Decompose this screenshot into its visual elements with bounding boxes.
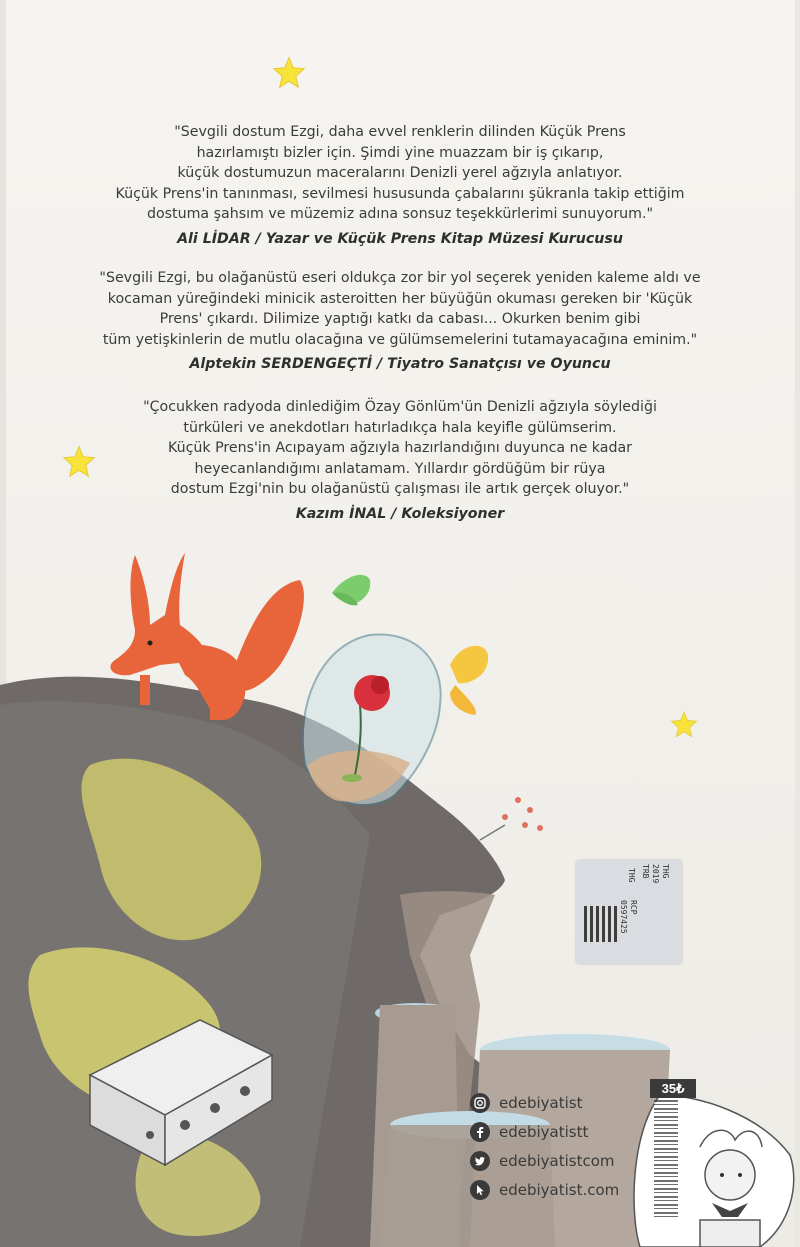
social-item-website[interactable] bbox=[470, 1177, 670, 1203]
price-tag: 35₺ bbox=[650, 1079, 696, 1098]
social-item-twitter[interactable] bbox=[470, 1148, 670, 1174]
twitter-icon bbox=[470, 1151, 490, 1171]
star-icon bbox=[272, 55, 306, 89]
facebook-icon bbox=[470, 1122, 490, 1142]
quote-text: "Sevgili dostum Ezgi, daha evvel renklerin dilinden Küçük Prens hazırlamıştı bizler için. Şimdi yine muazzam bir iş çıkarıp, küçük dostumuzun maceralarını Denizli yerel ağzıyla anlatıyor. Küçük Prens'in tanınması, sevilmesi hususunda çabalarını şükranla takip ettiğim dostuma şahsım ve müzemiz adına sonsuz teşekkürlerimi sunuyorum." bbox=[115, 124, 685, 222]
rose-glass-dome bbox=[303, 635, 441, 805]
cursor-icon bbox=[470, 1180, 490, 1200]
quote-block bbox=[40, 397, 760, 524]
sticker-text: TRB bbox=[641, 864, 650, 879]
instagram-icon bbox=[470, 1093, 490, 1113]
social-handle: edebiyatistt bbox=[499, 1123, 589, 1141]
sticker-text: THG bbox=[661, 864, 670, 879]
yellow-butterfly bbox=[450, 646, 488, 715]
small-flower bbox=[480, 797, 543, 840]
social-item-facebook[interactable] bbox=[470, 1119, 670, 1145]
sticker-text: RCP bbox=[629, 900, 638, 915]
inventory-sticker bbox=[576, 860, 682, 964]
social-handle: edebiyatist bbox=[499, 1094, 583, 1112]
quote-author: Alptekin SERDENGEÇTİ / Tiyatro Sanatçısı ve Oyuncu bbox=[189, 356, 611, 372]
quote-block bbox=[40, 122, 760, 249]
quote-author: Ali LİDAR / Yazar ve Küçük Prens Kitap Müzesi Kurucusu bbox=[177, 230, 623, 247]
social-handle: edebiyatistcom bbox=[499, 1152, 615, 1170]
quote-block bbox=[40, 268, 760, 375]
sticker-text: THG bbox=[627, 868, 636, 883]
quote-text: "Sevgili Ezgi, bu olağanüstü eseri oldukça zor bir yol seçerek yeniden kaleme aldı ve kocaman yüreğindeki minicik asteroitten her büyüğün okuması gereken bir 'Küçük Prens' çıkardı. Dilimize yaptığı katkı da cabası... Okurken benim gibi tüm yetişkinlerin de mutlu olacağına ve gülümsemelerini tutamayacağına eminim." bbox=[99, 270, 701, 348]
social-handle: edebiyatist.com bbox=[499, 1181, 620, 1199]
sticker-text: 0597425 bbox=[619, 900, 628, 934]
sticker-text: 2019 bbox=[651, 864, 660, 884]
social-item-instagram[interactable] bbox=[470, 1090, 670, 1116]
quote-author: Kazım İNAL / Koleksiyoner bbox=[295, 505, 505, 522]
green-butterfly bbox=[332, 575, 370, 605]
quote-text: "Çocukken radyoda dinlediğim Özay Gönlüm'ün Denizli ağzıyla söylediği türküleri ve anekdotları hatırladıkça hala keyifle gülümserim. Küçük Prens'in Acıpayam ağzıyla hazırlandığını duyunca ne kadar heyecanlandığımı anlatamam. Yıllardır gördüğüm bir rüya dostum Ezgi'nin bu olağanüstü çalışması ile artık gerçek oluyor." bbox=[143, 399, 657, 497]
social-links bbox=[470, 1090, 670, 1206]
qr-code-icon bbox=[584, 906, 620, 942]
